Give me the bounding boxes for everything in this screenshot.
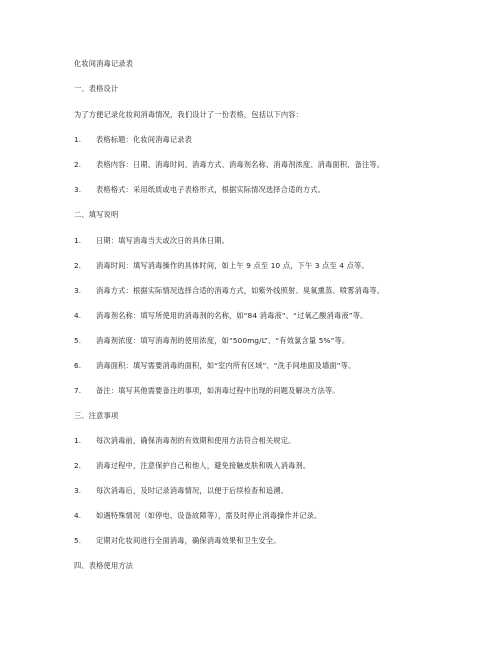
section-1-intro: 为了方便记录化妆间消毒情况，我们设计了一份表格，包括以下内容：: [74, 110, 304, 119]
list-item-text: 定期对化妆间进行全面消毒，确保消毒效果和卫生安全。: [96, 536, 281, 545]
list-item: [74, 236, 229, 245]
list-item: [74, 361, 356, 370]
list-item: [74, 336, 349, 345]
list-item: [74, 261, 369, 270]
list-item-number: 3.: [74, 286, 82, 295]
list-item-number: 3.: [74, 486, 82, 495]
list-item-text: 如遇特殊情况（如停电、设备故障等），需及时停止消毒操作并记录。: [96, 511, 322, 520]
list-item-number: 1.: [74, 236, 82, 245]
list-item: [74, 386, 340, 395]
list-item-text: 每次消毒后，及时记录消毒情况，以便于后续检查和追溯。: [96, 486, 289, 495]
list-item-text: 消毒过程中，注意保护自己和他人，避免接触皮肤和吸入消毒剂。: [96, 461, 311, 470]
list-item-number: 4.: [74, 511, 82, 520]
list-item-number: 5.: [74, 336, 82, 345]
list-item-number: 2.: [74, 160, 82, 169]
list-item: [74, 286, 384, 295]
list-item-number: 1.: [74, 135, 82, 144]
list-item-text: 消毒时间：填写消毒操作的具体时间，如上午 9 点至 10 点，下午 3 点至 4 点等。: [96, 261, 369, 270]
list-item-number: 2.: [74, 261, 82, 270]
list-item-text: 每次消毒前，确保消毒剂的有效期和使用方法符合相关规定。: [96, 436, 296, 445]
list-item-text: 日期：填写消毒当天或次日的具体日期。: [96, 236, 229, 245]
list-item: [74, 436, 295, 445]
list-item-text: 表格格式：采用纸质或电子表格形式，根据实际情况选择合适的方式。: [96, 185, 326, 194]
section-heading-4: 四、表格使用方法: [74, 561, 134, 570]
list-item: [74, 511, 321, 520]
list-item: [74, 160, 384, 169]
list-item-text: 消毒剂浓度：填写消毒剂的使用浓度，如“500mg/L”、“有效氯含量 5%”等。: [96, 336, 350, 345]
list-item: [74, 311, 368, 320]
list-item-number: 4.: [74, 311, 82, 320]
list-item: [74, 486, 288, 495]
section-heading-1: 一、表格设计: [74, 84, 119, 93]
section-heading-2: 二、填写说明: [74, 210, 119, 219]
list-item-text: 消毒面积：填写需要消毒的面积，如“室内所有区域”、“洗手间地面及墙面”等。: [96, 361, 356, 370]
list-item: [74, 461, 310, 470]
document-title: 化妆间消毒记录表: [74, 59, 134, 68]
list-item-text: 消毒剂名称：填写所使用的消毒剂的名称，如“84 消毒液”、“过氧乙酸消毒液”等。: [96, 311, 368, 320]
list-item-text: 表格标题：化妆间消毒记录表: [96, 135, 193, 144]
list-item-number: 1.: [74, 436, 82, 445]
list-item-number: 7.: [74, 386, 82, 395]
list-item-number: 2.: [74, 461, 82, 470]
list-item-number: 6.: [74, 361, 82, 370]
list-item-number: 5.: [74, 536, 82, 545]
list-item: [74, 185, 325, 194]
section-heading-3: 三、注意事项: [74, 411, 119, 420]
list-item-text: 表格内容：日期、消毒时间、消毒方式、消毒剂名称、消毒剂浓度、消毒面积、备注等。: [96, 160, 385, 169]
list-item: [74, 536, 281, 545]
list-item: [74, 135, 192, 144]
list-item-number: 3.: [74, 185, 82, 194]
list-item-text: 消毒方式：根据实际情况选择合适的消毒方式，如紫外线照射、臭氧熏蒸、喷雾消毒等。: [96, 286, 385, 295]
list-item-text: 备注：填写其他需要备注的事项，如消毒过程中出现的问题及解决方法等。: [96, 386, 340, 395]
